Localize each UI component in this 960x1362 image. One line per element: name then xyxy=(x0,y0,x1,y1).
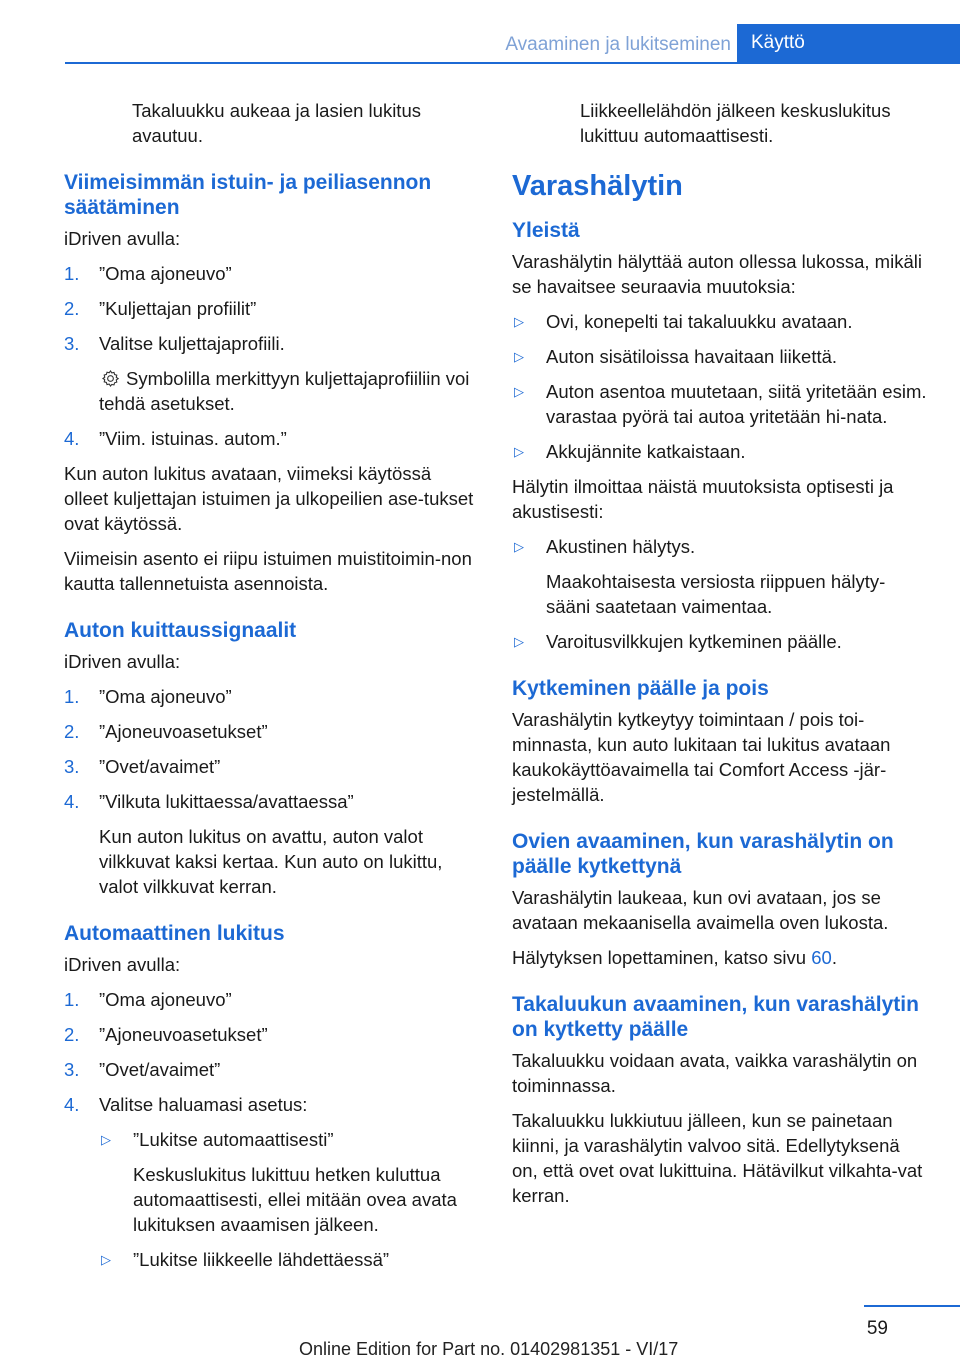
list-number: 4. xyxy=(64,791,80,812)
list-number: 2. xyxy=(64,298,80,319)
list-item xyxy=(64,754,480,779)
list-item xyxy=(64,789,480,899)
bullet-text: Varoitusvilkkujen kytkeminen päälle. xyxy=(546,631,842,652)
section-heading-doors: Ovien avaaminen, kun varashälytin on päälle kytkettynä xyxy=(512,830,894,878)
triangle-right-icon: ▷ xyxy=(514,634,524,649)
section-heading-auto-lock: Automaattinen lukitus xyxy=(64,922,285,945)
list-number: 3. xyxy=(64,333,80,354)
menu-path-text: ”Oma ajoneuvo” xyxy=(99,263,232,284)
paragraph: Takaluukku lukkiutuu jälleen, kun se painetaan kiinni, ja varashälytin valvoo sitä. Edellytyksenä on, että ovet ovat lukittuina. Hätävilkut vilkahta-vat kerran. xyxy=(512,1110,923,1206)
paragraph: Varashälytin laukeaa, kun ovi avataan, jos se avataan mekaanisella avaimella oven lukosta. xyxy=(512,887,889,933)
bullet-text: Akkujännite katkaistaan. xyxy=(546,441,746,462)
option-text: ”Lukitse automaattisesti” xyxy=(133,1129,334,1150)
header-section-title: Avaaminen ja lukitseminen xyxy=(505,34,731,55)
sub-list-item xyxy=(99,1127,480,1237)
section-heading-tailgate: Takaluukun avaaminen, kun varashälytin on kytketty päälle xyxy=(512,993,919,1041)
list-item xyxy=(64,987,480,1012)
sub-bullet-list xyxy=(99,1127,480,1272)
list-item xyxy=(64,684,480,709)
list-number: 1. xyxy=(64,686,80,707)
sub-list-item xyxy=(99,1247,480,1272)
footer-rule xyxy=(864,1305,960,1307)
footer-edition: Online Edition for Part no. 01402981351 - VI/17 xyxy=(299,1339,679,1359)
numbered-list xyxy=(64,987,480,1272)
bullet-item xyxy=(512,309,928,334)
menu-path-text: ”Viim. istuinas. autom.” xyxy=(99,428,287,449)
triangle-right-icon: ▷ xyxy=(514,444,524,459)
idrive-label: iDriven avulla: xyxy=(64,228,181,249)
paragraph-end: . xyxy=(831,947,837,968)
menu-path-text: ”Kuljettajan profiilit” xyxy=(99,298,257,319)
bullet-text: Akustinen hälytys. xyxy=(546,536,696,557)
page-link[interactable]: 60 xyxy=(811,947,832,968)
list-item xyxy=(64,261,480,286)
bullet-list xyxy=(512,309,928,464)
triangle-right-icon: ▷ xyxy=(514,384,524,399)
list-item-note: Kun auton lukitus on avattu, auton valot vilkkuvat kaksi kertaa. Kun auto on lukittu, valot vilkkuvat kerran. xyxy=(99,826,443,897)
header-chapter-tab[interactable]: Käyttö xyxy=(737,24,960,62)
bullet-text: Auton asentoa muutetaan, siitä yritetään esim. varastaa pyörä tai autoa yritetään hi-nata. xyxy=(546,381,927,427)
paragraph: Varashälytin hälyttää auton ollessa lukossa, mikäli se havaitsee seuraavia muutoksia: xyxy=(512,251,922,297)
numbered-list xyxy=(64,684,480,899)
bullet-text: Ovi, konepelti tai takaluukku avataan. xyxy=(546,311,853,332)
list-number: 4. xyxy=(64,1094,80,1115)
paragraph: Hälytin ilmoittaa näistä muutoksista optisesti ja akustisesti: xyxy=(512,476,894,522)
list-item-note xyxy=(99,366,480,416)
bullet-item xyxy=(512,534,928,619)
list-item xyxy=(64,1022,480,1047)
menu-path-text: ”Oma ajoneuvo” xyxy=(99,989,232,1010)
list-number: 2. xyxy=(64,721,80,742)
paragraph: Takaluukku voidaan avata, vaikka varashälytin on toiminnassa. xyxy=(512,1050,918,1096)
triangle-right-icon: ▷ xyxy=(101,1252,111,1267)
triangle-right-icon: ▷ xyxy=(514,539,524,554)
gear-icon xyxy=(101,369,120,388)
bullet-note: Maakohtaisesta versiosta riippuen hälyty-sääni saatetaan vaimentaa. xyxy=(546,571,886,617)
bullet-item xyxy=(512,629,928,654)
intro-paragraph: Takaluukku aukeaa ja lasien lukitus avautuu. xyxy=(132,100,421,146)
list-number: 1. xyxy=(64,989,80,1010)
menu-path-text: ”Ovet/avaimet” xyxy=(99,756,221,777)
bullet-item xyxy=(512,344,928,369)
bullet-item xyxy=(512,439,928,464)
right-column xyxy=(512,98,928,1218)
list-item xyxy=(64,426,480,451)
left-column xyxy=(64,98,480,1282)
idrive-label: iDriven avulla: xyxy=(64,954,181,975)
page-number: 59 xyxy=(866,1318,888,1339)
list-item xyxy=(64,1092,480,1272)
idrive-label: iDriven avulla: xyxy=(64,651,181,672)
menu-path-text: ”Vilkuta lukittaessa/avattaessa” xyxy=(99,791,354,812)
header-rule xyxy=(65,62,960,64)
paragraph-with-link xyxy=(512,945,928,970)
menu-path-text: ”Ovet/avaimet” xyxy=(99,1059,221,1080)
menu-path-text: ”Ajoneuvoasetukset” xyxy=(99,1024,268,1045)
list-number: 4. xyxy=(64,428,80,449)
paragraph: Kun auton lukitus avataan, viimeksi käytössä olleet kuljettajan istuimen ja ulkopeilien ase-tukset ovat käytössä. xyxy=(64,463,474,534)
bullet-item xyxy=(512,379,928,429)
option-note: Keskuslukitus lukittuu hetken kuluttua automaattisesti, ellei mitään ovea avata lukituksen avaamisen jälkeen. xyxy=(133,1164,457,1235)
section-heading-general: Yleistä xyxy=(512,219,580,242)
list-number: 1. xyxy=(64,263,80,284)
section-heading-signals: Auton kuittaussignaalit xyxy=(64,619,297,642)
continued-paragraph: Liikkeellelähdön jälkeen keskuslukitus lukittuu automaattisesti. xyxy=(580,100,891,146)
list-item xyxy=(64,1057,480,1082)
paragraph: Varashälytin kytkeytyy toimintaan / pois toi-minnasta, kun auto lukitaan tai lukitus avataan kaukokäyttöavaimella tai Comfort Access -jär-jestelmällä. xyxy=(512,709,891,805)
list-number: 3. xyxy=(64,1059,80,1080)
chapter-title: Varashälytin xyxy=(512,170,683,202)
triangle-right-icon: ▷ xyxy=(101,1132,111,1147)
paragraph: Viimeisin asento ei riipu istuimen muistitoimin-non kautta tallennetuista asennoista. xyxy=(64,548,472,594)
list-item xyxy=(64,296,480,321)
list-item xyxy=(64,331,480,416)
triangle-right-icon: ▷ xyxy=(514,349,524,364)
list-item xyxy=(64,719,480,744)
triangle-right-icon: ▷ xyxy=(514,314,524,329)
list-number: 3. xyxy=(64,756,80,777)
menu-path-text: ”Ajoneuvoasetukset” xyxy=(99,721,268,742)
bullet-text: Auton sisätiloissa havaitaan liikettä. xyxy=(546,346,838,367)
list-item-text: Valitse haluamasi asetus: xyxy=(99,1094,308,1115)
section-heading-on-off: Kytkeminen päälle ja pois xyxy=(512,677,769,700)
option-text: ”Lukitse liikkeelle lähdettäessä” xyxy=(133,1249,390,1270)
menu-path-text: ”Oma ajoneuvo” xyxy=(99,686,232,707)
bullet-list xyxy=(512,534,928,654)
numbered-list xyxy=(64,261,480,451)
list-number: 2. xyxy=(64,1024,80,1045)
list-item-text: Valitse kuljettajaprofiili. xyxy=(99,333,285,354)
paragraph-text: Hälytyksen lopettaminen, katso sivu xyxy=(512,947,812,968)
section-heading-seat-mirror: Viimeisimmän istuin- ja peiliasennon säätäminen xyxy=(64,171,432,219)
gear-note-text: Symbolilla merkittyyn kuljettajaprofiiliin voi tehdä asetukset. xyxy=(99,368,470,414)
